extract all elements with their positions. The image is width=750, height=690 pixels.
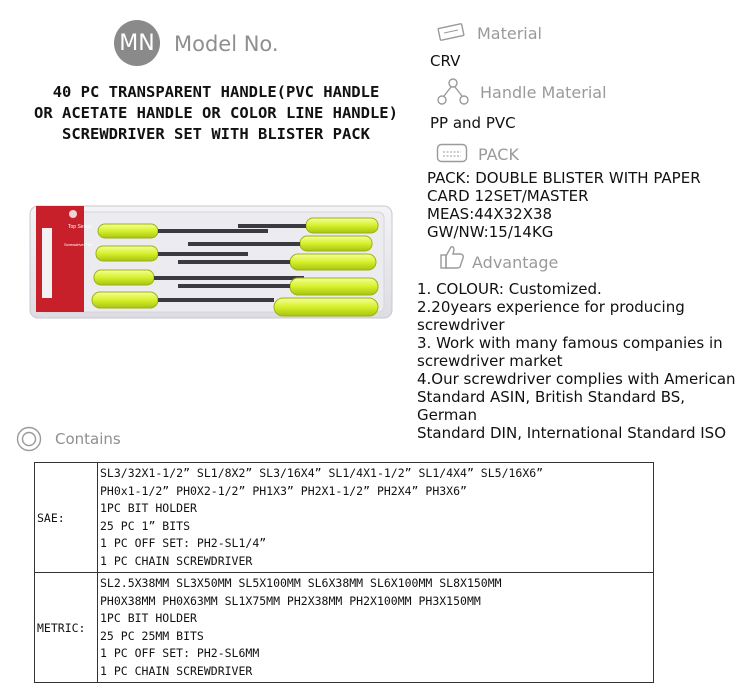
pack-line: PACK: DOUBLE BLISTER WITH PAPER bbox=[427, 169, 701, 187]
handle-material-value: PP and PVC bbox=[430, 114, 516, 132]
pack-title: PACK bbox=[478, 145, 519, 164]
product-image bbox=[28, 198, 398, 324]
advantage-item: 3. Work with many famous companies in screwdriver market bbox=[417, 334, 723, 370]
item-line: 1PC BIT HOLDER bbox=[100, 611, 197, 625]
title-line: 40 PC TRANSPARENT HANDLE(PVC HANDLE bbox=[52, 83, 380, 101]
table-row bbox=[35, 573, 654, 683]
advantage-title: Advantage bbox=[472, 253, 559, 272]
steel-bar-icon bbox=[436, 21, 466, 43]
advantage-item: 4.Our screwdriver complies with American Standard ASIN, British Standard BS, German bbox=[417, 370, 736, 424]
item-line: SL2.5X38MM SL3X50MM SL5X100MM SL6X38MM SL6X100MM SL8X150MM bbox=[100, 576, 502, 590]
keyboard-icon bbox=[436, 142, 468, 164]
product-title bbox=[0, 82, 432, 145]
thumbs-up-icon bbox=[438, 243, 466, 271]
table-row bbox=[35, 463, 654, 573]
item-line: 1 PC CHAIN SCREWDRIVER bbox=[100, 663, 253, 678]
item-line: PH0X38MM PH0X63MM SL1X75MM PH2X38MM PH2X100MM PH3X150MM bbox=[100, 593, 481, 608]
contains-label: Contains bbox=[55, 430, 121, 448]
row-items bbox=[98, 463, 654, 573]
title-line: SCREWDRIVER SET WITH BLISTER PACK bbox=[62, 125, 370, 143]
item-line: 1 PC OFF SET: PH2-SL6MM bbox=[100, 646, 260, 660]
row-category: SAE: bbox=[35, 463, 98, 573]
advantage-list bbox=[417, 280, 747, 442]
item-line: 25 PC 25MM BITS bbox=[100, 628, 204, 643]
title-line: OR ACETATE HANDLE OR COLOR LINE HANDLE) bbox=[34, 104, 398, 122]
molecule-icon bbox=[436, 77, 470, 107]
contents-table bbox=[34, 462, 654, 683]
advantage-item: Standard DIN, International Standard ISO bbox=[417, 424, 727, 442]
item-line: SL3/32X1-1/2” SL1/8X2” SL3/16X4” SL1/4X1-1/2” SL1/4X4” SL5/16X6” bbox=[100, 466, 544, 480]
material-value: CRV bbox=[430, 52, 461, 70]
item-line: 1PC BIT HOLDER bbox=[100, 501, 197, 515]
pack-line: MEAS:44X32X38 bbox=[427, 205, 553, 223]
target-circle-icon bbox=[16, 426, 42, 452]
item-line: 25 PC 1” BITS bbox=[100, 518, 191, 533]
screwdriver bbox=[274, 298, 378, 316]
pack-details bbox=[427, 169, 701, 241]
pack-line: GW/NW:15/14KG bbox=[427, 223, 554, 241]
item-line: PH0x1-1/2” PH0X2-1/2” PH1X3” PH2X1-1/2” PH2X4” PH3X6” bbox=[100, 483, 467, 498]
row-items bbox=[98, 573, 654, 683]
model-label: Model No. bbox=[174, 32, 279, 56]
advantage-item: 1. COLOUR: Customized. bbox=[417, 280, 602, 298]
pack-line: CARD 12SET/MASTER bbox=[427, 187, 589, 205]
handle-material-title: Handle Material bbox=[480, 83, 607, 102]
row-category: METRIC: bbox=[35, 573, 98, 683]
card-text: Top Series bbox=[68, 224, 92, 230]
model-badge-icon: MN bbox=[114, 20, 160, 66]
item-line: 1 PC CHAIN SCREWDRIVER bbox=[100, 553, 253, 568]
advantage-item: 2.20years experience for producing screwdriver bbox=[417, 298, 685, 334]
item-line: 1 PC OFF SET: PH2-SL1/4” bbox=[100, 536, 267, 550]
material-title: Material bbox=[477, 24, 542, 43]
card-text: Screwdriver Set bbox=[64, 242, 93, 247]
